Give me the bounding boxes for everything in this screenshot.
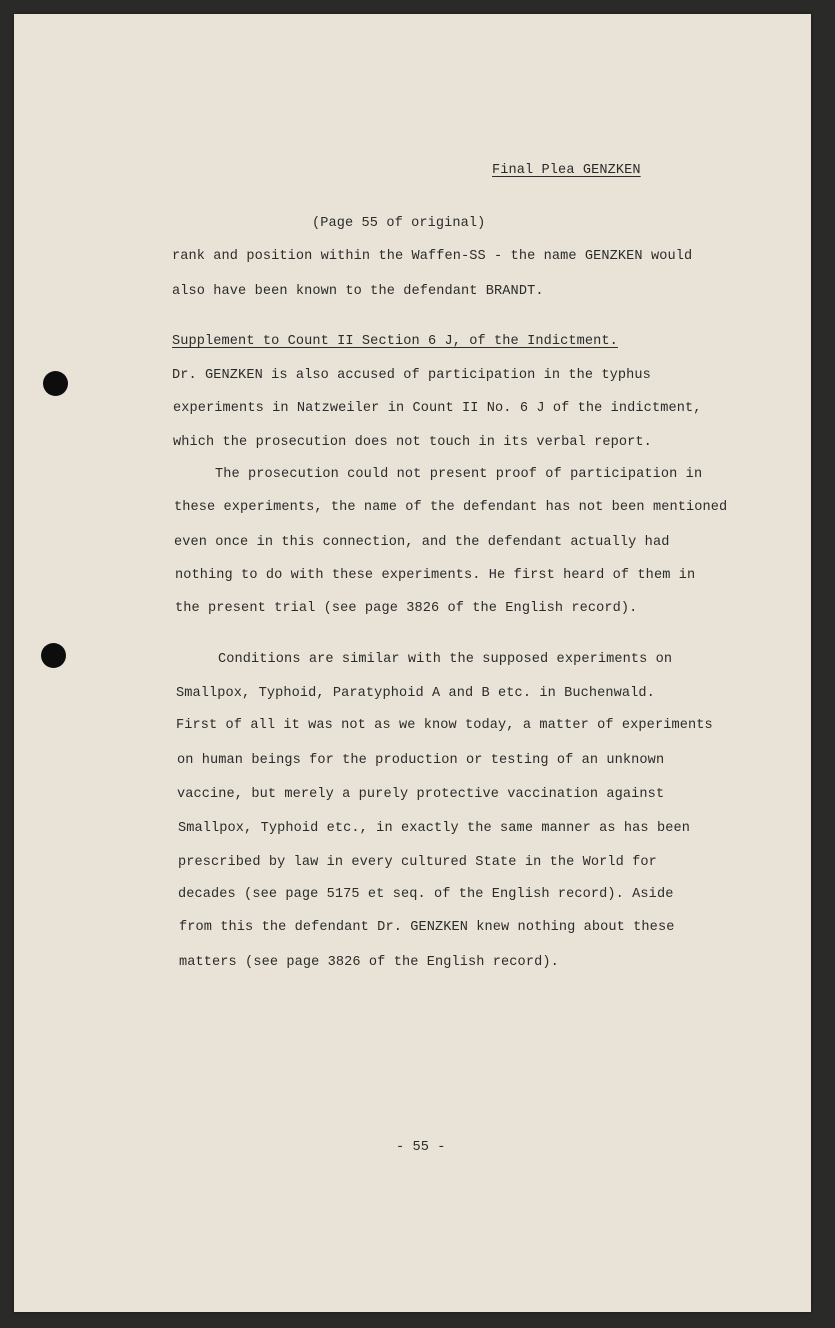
text-line: nothing to do with these experiments. He first heard of them in bbox=[175, 568, 696, 583]
text-line: First of all it was not as we know today, a matter of experiments bbox=[176, 718, 713, 733]
text-line: these experiments, the name of the defendant has not been mentioned bbox=[174, 500, 728, 515]
text-line: Conditions are similar with the supposed experiments on bbox=[218, 652, 673, 667]
section-heading: Supplement to Count II Section 6 J, of the Indictment. bbox=[172, 334, 618, 349]
text-line: even once in this connection, and the defendant actually had bbox=[174, 535, 670, 550]
document-header: Final Plea GENZKEN bbox=[492, 163, 641, 178]
original-page-reference: (Page 55 of original) bbox=[312, 216, 486, 231]
punch-hole-top bbox=[43, 371, 68, 396]
text-line: prescribed by law in every cultured State in the World for bbox=[178, 855, 657, 870]
text-line: Smallpox, Typhoid, Paratyphoid A and B etc. in Buchenwald. bbox=[176, 686, 655, 701]
text-line: The prosecution could not present proof of participation in bbox=[215, 467, 703, 482]
text-line: matters (see page 3826 of the English record). bbox=[179, 955, 559, 970]
text-line: vaccine, but merely a purely protective vaccination against bbox=[177, 787, 665, 802]
punch-hole-bottom bbox=[41, 643, 66, 668]
text-line: experiments in Natzweiler in Count II No. 6 J of the indictment, bbox=[173, 401, 702, 416]
text-line: rank and position within the Waffen-SS - the name GENZKEN would bbox=[172, 249, 693, 264]
text-line: on human beings for the production or testing of an unknown bbox=[177, 753, 665, 768]
text-line: which the prosecution does not touch in its verbal report. bbox=[173, 435, 652, 450]
text-line: the present trial (see page 3826 of the English record). bbox=[175, 601, 638, 616]
text-line: decades (see page 5175 et seq. of the English record). Aside bbox=[178, 887, 674, 902]
text-line: Dr. GENZKEN is also accused of participation in the typhus bbox=[172, 368, 651, 383]
page-number: - 55 - bbox=[396, 1140, 446, 1155]
text-line: from this the defendant Dr. GENZKEN knew nothing about these bbox=[179, 920, 675, 935]
text-line: Smallpox, Typhoid etc., in exactly the same manner as has been bbox=[178, 821, 690, 836]
text-line: also have been known to the defendant BRANDT. bbox=[172, 284, 544, 299]
